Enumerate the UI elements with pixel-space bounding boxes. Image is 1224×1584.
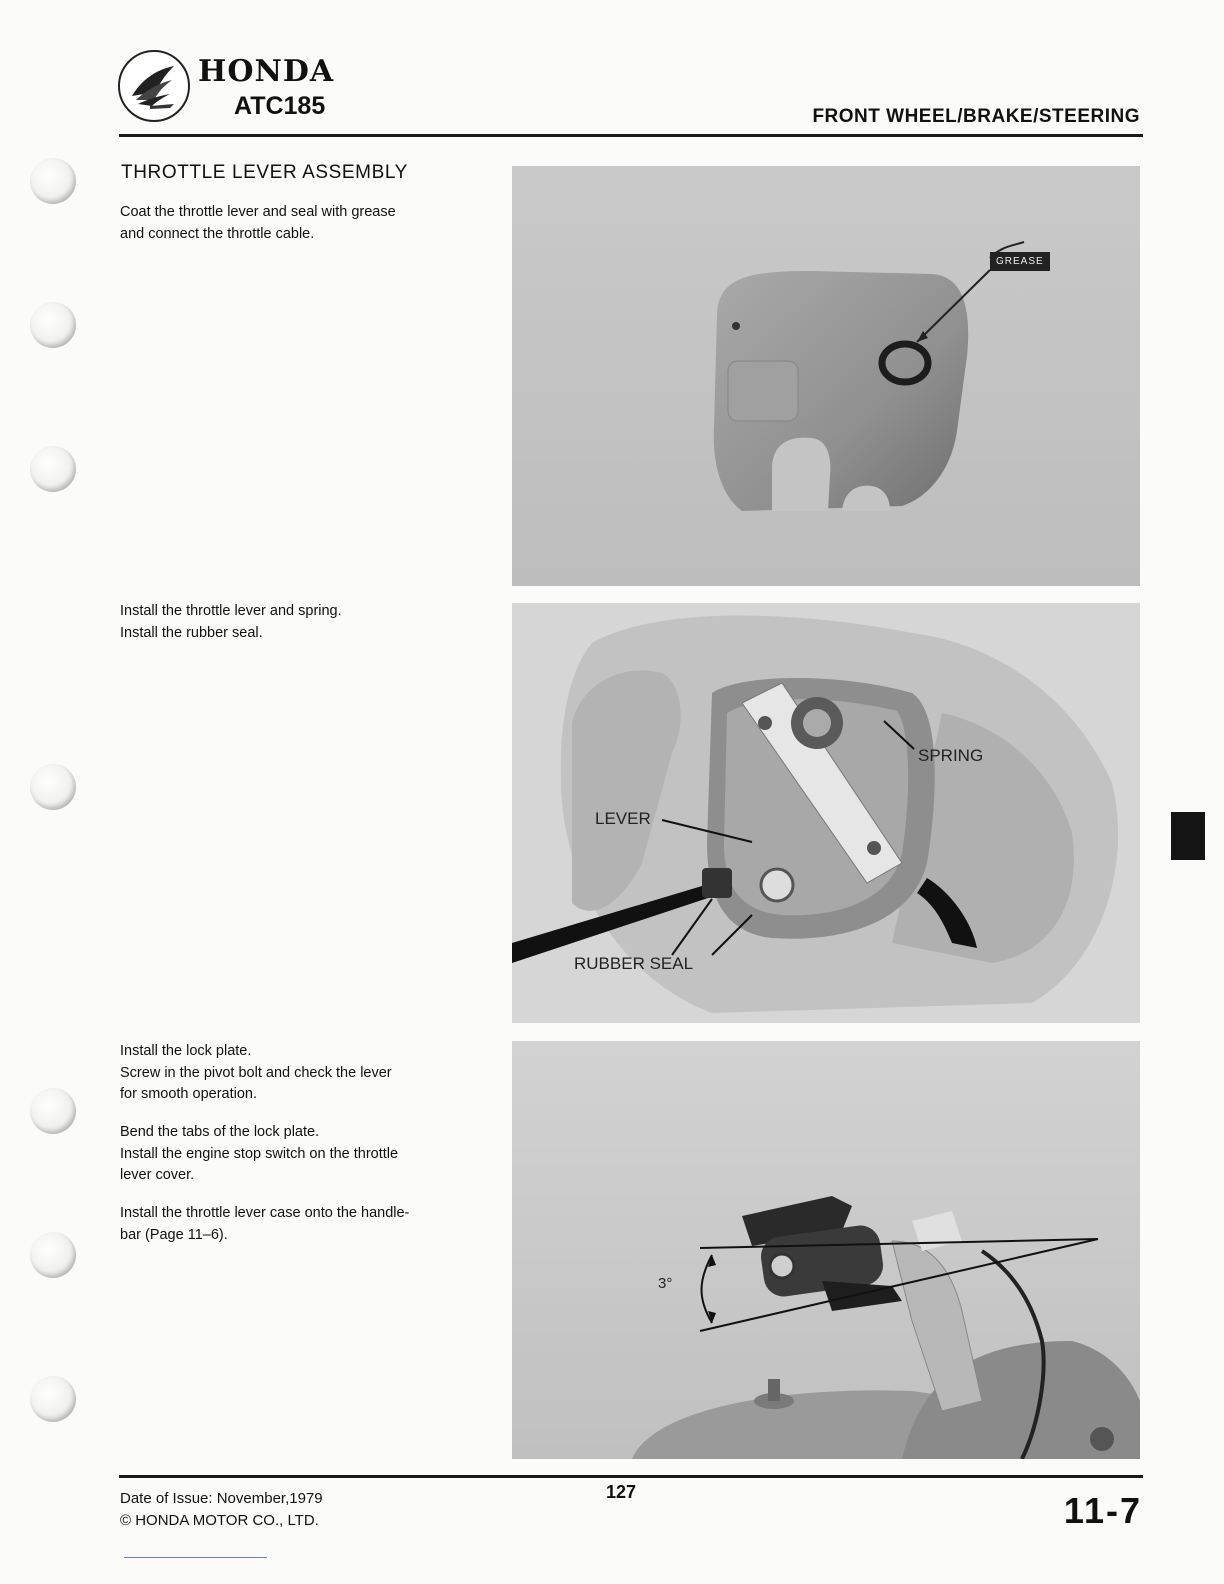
step2-text [120, 601, 490, 644]
figure-lever-spring-seal [512, 603, 1140, 1023]
text-line: Install the lock plate. [120, 1043, 252, 1059]
step3-text-c [120, 1203, 490, 1246]
step3-text-a [120, 1041, 490, 1106]
spring-label: SPRING [918, 746, 984, 765]
binder-hole-6 [30, 1232, 76, 1278]
grease-label: GREASE [990, 252, 1050, 271]
binder-hole-5 [30, 1088, 76, 1134]
text-line: Install the engine stop switch on the throttle [120, 1145, 399, 1162]
footer-rule [119, 1475, 1143, 1478]
binder-hole-7 [30, 1376, 76, 1422]
text-line: Install the throttle lever and spring. [120, 603, 342, 619]
binder-hole-4 [30, 764, 76, 810]
text-line: lever cover. [120, 1167, 195, 1183]
figure-handlebar-angle [512, 1041, 1140, 1459]
text-line: Bend the tabs of the lock plate. [120, 1124, 320, 1140]
wing-emblem-icon [118, 50, 190, 122]
text-line: bar (Page 11–6). [120, 1226, 228, 1243]
text-line: and connect the throttle cable. [120, 225, 315, 242]
section-title: FRONT WHEEL/BRAKE/STEERING [812, 106, 1140, 127]
brand-name: HONDA [198, 54, 335, 89]
lever-label: LEVER [595, 809, 651, 828]
page-number: 127 [606, 1482, 637, 1502]
honda-logo [118, 50, 418, 130]
rubber-seal-label: RUBBER SEAL [574, 954, 694, 973]
angle-label: 3° [658, 1275, 673, 1292]
figure-throttle-cover [512, 166, 1140, 586]
page-heading: THROTTLE LEVER ASSEMBLY [121, 162, 408, 183]
binder-hole-2 [30, 302, 76, 348]
chapter-page-number: 11-7 [1063, 1490, 1142, 1531]
text-line: Install the rubber seal. [120, 624, 263, 641]
underline-mark [124, 1557, 267, 1558]
text-line: Coat the throttle lever and seal with grease [120, 204, 396, 220]
copyright: © HONDA MOTOR CO., LTD. [120, 1512, 319, 1529]
text-line: for smooth operation. [120, 1086, 258, 1102]
binder-hole-3 [30, 446, 76, 492]
section-tab-marker [1171, 812, 1205, 860]
model-name: ATC185 [234, 92, 326, 120]
header-rule [119, 134, 1143, 137]
binder-hole-1 [30, 158, 76, 204]
text-line: Screw in the pivot bolt and check the lever [120, 1064, 392, 1081]
date-of-issue: Date of Issue: November,1979 [120, 1490, 323, 1507]
step1-text [120, 202, 490, 245]
text-line: Install the throttle lever case onto the handle- [120, 1205, 410, 1221]
step3-text-b [120, 1122, 490, 1187]
